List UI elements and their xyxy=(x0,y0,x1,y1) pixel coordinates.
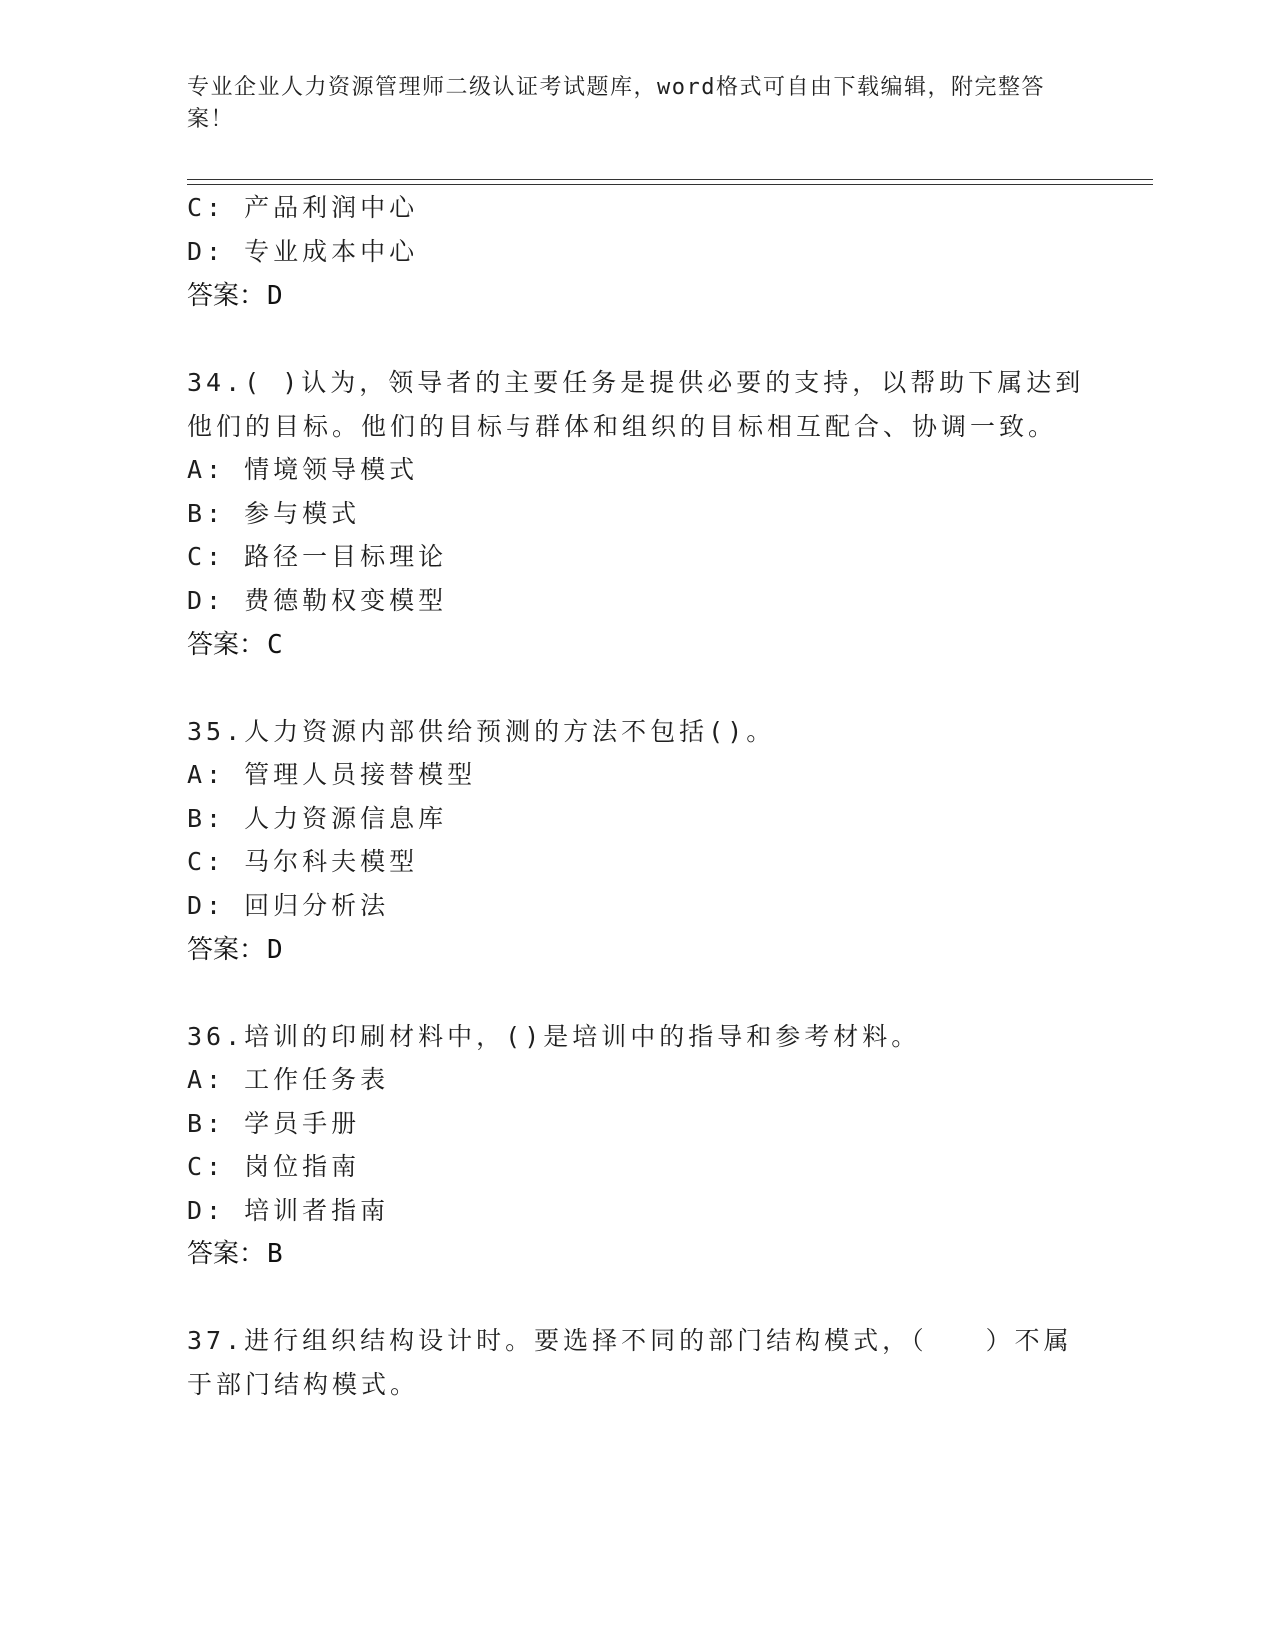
question-35-line-1: 35.人力资源内部供给预测的方法不包括()。 xyxy=(187,717,776,746)
answer-line xyxy=(187,1237,283,1271)
answer-value: D xyxy=(267,281,283,311)
document-header: 专业企业人力资源管理师二级认证考试题库，word格式可自由下载编辑，附完整答案！ xyxy=(187,75,1045,132)
option-d: D: 培训者指南 xyxy=(187,1196,390,1225)
option-a: A: 管理人员接替模型 xyxy=(187,760,477,789)
header-divider-bottom xyxy=(187,184,1153,185)
answer-value: D xyxy=(267,935,283,965)
option-d: D: 专业成本中心 xyxy=(187,237,419,266)
answer-line xyxy=(187,279,283,313)
answer-value: C xyxy=(267,630,283,660)
answer-line xyxy=(187,933,283,967)
header-divider-top xyxy=(187,179,1153,180)
answer-value: B xyxy=(267,1239,283,1269)
option-d: D: 回归分析法 xyxy=(187,891,390,920)
answer-label: 答案： xyxy=(187,935,266,965)
question-34-line-2: 他们的目标。他们的目标与群体和组织的目标相互配合、协调一致。 xyxy=(187,412,1058,441)
question-34-line-1: 34.( )认为，领导者的主要任务是提供必要的支持，以帮助下属达到 xyxy=(187,368,1085,397)
question-37-line-2: 于部门结构模式。 xyxy=(187,1370,420,1399)
option-c: C: 路径一目标理论 xyxy=(187,542,448,571)
option-b: B: 学员手册 xyxy=(187,1109,361,1138)
answer-line xyxy=(187,628,283,662)
option-c: C: 产品利润中心 xyxy=(187,193,419,222)
option-a: A: 工作任务表 xyxy=(187,1065,390,1094)
option-b: B: 参与模式 xyxy=(187,499,361,528)
option-c: C: 岗位指南 xyxy=(187,1152,361,1181)
answer-label: 答案： xyxy=(187,630,266,660)
answer-label: 答案： xyxy=(187,1239,266,1269)
question-36-line-1: 36.培训的印刷材料中，()是培训中的指导和参考材料。 xyxy=(187,1022,921,1051)
answer-label: 答案： xyxy=(187,281,266,311)
option-b: B: 人力资源信息库 xyxy=(187,804,448,833)
option-d: D: 费德勒权变模型 xyxy=(187,586,448,615)
option-c: C: 马尔科夫模型 xyxy=(187,847,419,876)
question-37-line-1: 37.进行组织结构设计时。要选择不同的部门结构模式，（ ）不属 xyxy=(187,1326,1073,1355)
option-a: A: 情境领导模式 xyxy=(187,455,419,484)
